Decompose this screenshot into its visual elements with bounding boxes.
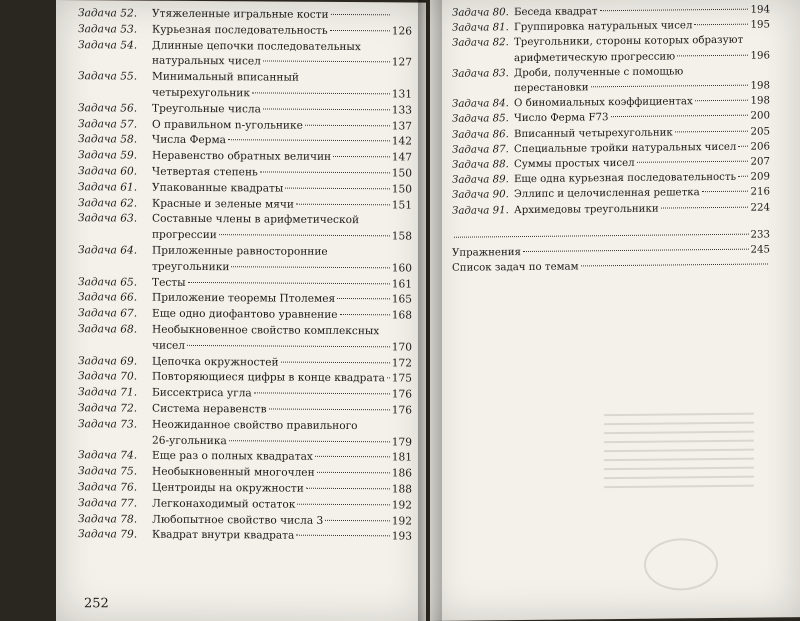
problem-title: прогрессии	[152, 228, 217, 242]
dot-leader	[260, 171, 390, 173]
problem-number: Задача 67.	[78, 307, 138, 320]
page-ref: 188	[391, 483, 412, 496]
problem-number: Задача 74.	[78, 449, 138, 462]
toc-extra-entry	[452, 258, 770, 277]
dot-leader	[523, 249, 749, 252]
page-ref: 216	[750, 186, 770, 199]
problem-number: Задача 54.	[78, 38, 138, 52]
dot-leader	[702, 191, 748, 192]
page-ref: 158	[391, 230, 412, 243]
left-toc	[78, 6, 412, 545]
dot-leader	[611, 115, 749, 117]
problem-number: Задача 88.	[452, 159, 509, 171]
page-ref: 245	[750, 244, 770, 256]
problem-title: Повторяющиеся цифры в конце квадрата	[152, 370, 385, 385]
toc-entry	[78, 417, 412, 451]
dot-leader	[675, 130, 748, 132]
page-ref: 127	[391, 56, 412, 69]
dot-leader	[695, 100, 748, 102]
problem-number: Задача 61.	[78, 180, 138, 194]
dot-leader	[252, 92, 390, 94]
toc-entry	[452, 63, 770, 97]
page-ref: 147	[391, 151, 412, 164]
problem-title: перестановки	[514, 82, 589, 95]
problem-number: Задача 72.	[78, 402, 138, 415]
dot-leader	[454, 234, 749, 238]
dot-leader	[694, 24, 748, 26]
show-through-print	[604, 406, 754, 598]
problem-number: Задача 52.	[78, 7, 138, 20]
problem-title: Длинные цепочки последовательных	[152, 39, 361, 53]
page-ref: 150	[391, 183, 412, 196]
page-ref: 181	[391, 451, 412, 464]
page-ref: 126	[391, 25, 412, 38]
dot-leader	[738, 145, 748, 146]
dot-leader	[188, 281, 390, 283]
problem-number: Задача 75.	[78, 465, 138, 478]
extra-label: Упражнения	[452, 247, 521, 259]
left-page	[56, 0, 426, 621]
problem-title: треугольники	[152, 260, 230, 273]
dot-leader	[337, 298, 390, 299]
problem-number: Задача 68.	[78, 323, 138, 336]
problem-title: Треугольники, стороны которых образуют	[514, 35, 744, 49]
problem-title: Любопытное свойство числа 3	[152, 513, 324, 527]
toc-entry	[78, 243, 412, 277]
problem-number: Задача 73.	[78, 417, 138, 431]
right-page	[430, 0, 800, 621]
extra-label: Список задач по темам	[452, 261, 579, 275]
dot-leader	[254, 393, 390, 395]
page-ref: 233	[750, 229, 770, 241]
problem-title: О правильном n-угольнике	[152, 118, 303, 132]
page-ref: 165	[391, 293, 412, 306]
dot-leader	[738, 176, 748, 177]
page-ref: 137	[391, 119, 412, 133]
problem-number: Задача 70.	[78, 370, 138, 383]
dot-leader	[187, 345, 390, 347]
problem-number: Задача 63.	[78, 212, 138, 225]
dot-leader	[333, 156, 390, 157]
page-ref: 150	[391, 167, 412, 180]
problem-title: Необыкновенный многочлен	[152, 465, 315, 479]
page-ref: 196	[750, 50, 770, 62]
problem-title: Группировка натуральных чисел	[514, 20, 693, 34]
problem-title: 26-угольника	[152, 434, 227, 447]
page-ref: 175	[391, 372, 412, 385]
problem-number: Задача 79.	[78, 528, 138, 541]
problem-number: Задача 78.	[78, 512, 138, 526]
problem-title: Специальные тройки натуральных чисел	[514, 141, 737, 155]
page-number: 252	[84, 596, 109, 612]
problem-number: Задача 84.	[452, 98, 509, 110]
dot-leader	[330, 30, 390, 31]
problem-number: Задача 71.	[78, 386, 138, 399]
page-ref: 179	[391, 435, 412, 449]
page-ref: 194	[750, 4, 770, 16]
dot-leader	[315, 456, 390, 458]
problem-title: Упакованные квадраты	[152, 181, 284, 195]
problem-title: Суммы простых чисел	[514, 157, 635, 171]
problem-title: Легконаходимый остаток	[152, 497, 296, 511]
page-ref: 176	[391, 388, 412, 401]
problem-title: Приложение теоремы Птолемея	[152, 292, 336, 306]
problem-number: Задача 55.	[78, 70, 138, 83]
problem-title: Тесты	[152, 276, 186, 289]
dot-leader	[219, 234, 390, 236]
problem-number: Задача 59.	[78, 149, 138, 162]
page-ref: 168	[391, 309, 412, 322]
problem-title: Еще раз о полных квадратах	[152, 449, 313, 464]
dot-leader	[661, 206, 748, 208]
problem-number: Задача 90.	[452, 189, 509, 202]
problem-title: Дроби, полученные с помощью	[514, 66, 684, 79]
problem-title: Вписанный четырехугольник	[514, 127, 673, 140]
problem-title: Эллипс и целочисленная решетка	[514, 187, 700, 201]
problem-title: Еще одна курьезная последовательность	[514, 172, 737, 186]
problem-title: Курьезная последовательность	[152, 23, 328, 37]
problem-number: Задача 58.	[78, 133, 138, 146]
problem-title: Красные и зеленые мячи	[152, 197, 294, 211]
dot-leader	[306, 488, 390, 490]
problem-title: Утяжеленные игральные кости	[152, 7, 329, 21]
page-ref: 133	[391, 104, 412, 117]
dot-leader	[305, 124, 390, 126]
dot-leader	[677, 54, 748, 56]
problem-title: Цепочка окружностей	[152, 355, 279, 369]
dot-leader	[637, 161, 748, 163]
problem-title: Составные члены в арифметической	[152, 213, 360, 227]
problem-title: Приложенные равносторонние	[152, 244, 328, 258]
problem-number: Задача 76.	[78, 481, 138, 494]
dot-leader	[325, 519, 390, 520]
page-ref: 192	[391, 514, 412, 527]
page-ref: 170	[391, 341, 412, 354]
right-toc	[452, 2, 770, 276]
page-ref: 151	[391, 198, 412, 212]
toc-entry	[78, 38, 412, 72]
problem-number: Задача 56.	[78, 101, 138, 115]
problem-title: Центроиды на окружности	[152, 481, 304, 495]
page-ref: 224	[750, 202, 770, 214]
toc-entry	[452, 33, 770, 67]
problem-title: четырехугольник	[152, 86, 250, 100]
page-ref: 176	[391, 404, 412, 417]
problem-number: Задача 66.	[78, 291, 138, 304]
problem-title: Система неравенств	[152, 402, 267, 416]
dot-leader	[231, 266, 389, 268]
page-ref: 161	[391, 277, 412, 291]
problem-title: Еще одно диофантово уравнение	[152, 307, 338, 322]
problem-title: О биномиальных коэффициентах	[514, 96, 693, 110]
page-ref: 200	[750, 110, 770, 123]
page-ref: 195	[750, 19, 770, 31]
dot-leader	[331, 14, 390, 15]
problem-number: Задача 87.	[452, 144, 509, 156]
problem-title: Числа Ферма	[152, 134, 226, 147]
page-ref: 193	[391, 530, 412, 543]
problem-number: Задача 57.	[78, 117, 138, 131]
problem-number: Задача 83.	[452, 67, 509, 80]
problem-title: Минимальный вписанный	[152, 70, 299, 84]
page-ref: 160	[391, 262, 412, 275]
page-ref: 142	[391, 135, 412, 148]
page-ref: 207	[750, 156, 770, 168]
page-ref: 192	[391, 499, 412, 512]
dot-leader	[297, 503, 389, 505]
dot-leader	[229, 440, 390, 442]
dot-leader	[296, 535, 389, 537]
page-ref: 209	[750, 171, 770, 183]
dot-leader	[317, 472, 390, 474]
dot-leader	[591, 85, 748, 88]
dot-leader	[387, 378, 390, 379]
problem-title: Треугольные числа	[152, 102, 261, 116]
problem-number: Задача 89.	[452, 174, 509, 187]
problem-number: Задача 86.	[452, 128, 509, 141]
problem-number: Задача 91.	[452, 204, 509, 217]
dot-leader	[340, 314, 390, 315]
page-ref: 186	[391, 467, 412, 480]
problem-number: Задача 77.	[78, 496, 138, 510]
problem-number: Задача 82.	[452, 37, 509, 50]
problem-title: Беседа квадрат	[514, 6, 598, 19]
page-ref: 206	[750, 141, 770, 153]
problem-number: Задача 81.	[452, 22, 509, 34]
problem-number: Задача 53.	[78, 22, 138, 36]
page-ref: 198	[750, 95, 770, 107]
problem-title: Четвертая степень	[152, 165, 258, 179]
problem-title: чисел	[152, 339, 185, 352]
dot-leader	[269, 408, 390, 410]
problem-title: Квадрат внутри квадрата	[152, 528, 295, 542]
problem-title: Биссектриса угла	[152, 386, 252, 400]
dot-leader	[285, 187, 389, 189]
toc-entry	[78, 527, 412, 545]
page-ref: 198	[750, 80, 770, 92]
problem-number: Задача 62.	[78, 196, 138, 210]
dot-leader	[296, 203, 390, 205]
toc-entry	[78, 212, 412, 246]
problem-title: натуральных чисел	[152, 55, 261, 68]
page-ref: 205	[750, 126, 770, 138]
problem-number: Задача 65.	[78, 275, 138, 289]
dot-leader	[281, 361, 390, 363]
book-gutter	[418, 0, 442, 621]
problem-number: Задача 60.	[78, 165, 138, 178]
publisher-logo-bleedthrough	[644, 538, 718, 591]
dot-leader	[228, 140, 390, 142]
problem-number: Задача 85.	[452, 113, 509, 126]
problem-number: Задача 64.	[78, 244, 138, 257]
problem-title: Неожиданное свойство правильного	[152, 418, 358, 432]
problem-title: Архимедовы треугольники	[514, 203, 659, 216]
page-ref: 172	[391, 356, 412, 370]
dot-leader	[263, 108, 390, 110]
page-ref: 131	[391, 88, 412, 101]
problem-title: Необыкновенное свойство комплексных	[152, 323, 380, 338]
dot-leader	[600, 9, 748, 12]
problem-title: Число Ферма F73	[514, 112, 609, 125]
dot-leader	[263, 61, 390, 63]
dot-leader	[581, 264, 768, 267]
toc-entry	[78, 322, 412, 356]
toc-entry	[78, 69, 412, 103]
problem-title: Неравенство обратных величин	[152, 149, 332, 164]
problem-number: Задача 80.	[452, 7, 509, 19]
problem-number: Задача 69.	[78, 354, 138, 368]
problem-title: арифметическую прогрессию	[514, 51, 676, 64]
